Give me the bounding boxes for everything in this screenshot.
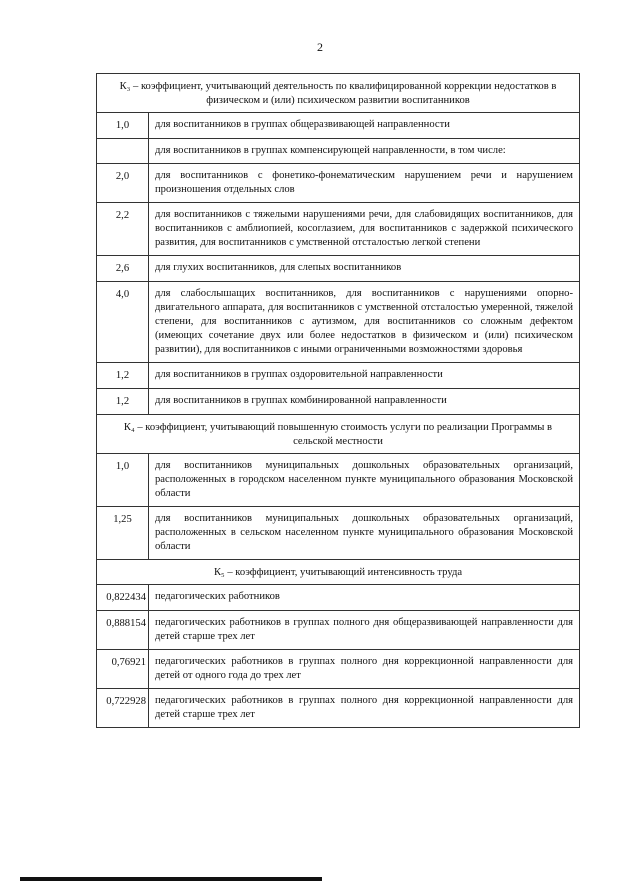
table-row bbox=[97, 256, 580, 282]
section-header-row bbox=[97, 415, 580, 454]
coefficient-description: педагогических работников в группах полного дня общеразвивающей направленности для детей старше трех лет bbox=[149, 611, 580, 650]
table-row bbox=[97, 203, 580, 256]
section-header-k3: К₃ – коэффициент, учитывающий деятельность по квалифицированной коррекции недостатков в физическом и (или) психическом развитии воспитанников bbox=[97, 74, 580, 113]
coefficient-description: для воспитанников муниципальных дошкольных образовательных организаций, расположенных в сельском населенном пункте муниципального образования Московской области bbox=[149, 507, 580, 560]
coefficient-description: для воспитанников в группах компенсирующей направленности, в том числе: bbox=[149, 139, 580, 164]
coefficient-value: 1,25 bbox=[97, 507, 149, 560]
coefficient-description: для воспитанников муниципальных дошкольных образовательных организаций, расположенных в городском населенном пункте муниципального образования Московской области bbox=[149, 454, 580, 507]
scan-edge-bar bbox=[20, 877, 322, 881]
coefficient-description: для воспитанников в группах общеразвивающей направленности bbox=[149, 113, 580, 139]
table-row bbox=[97, 113, 580, 139]
coefficient-value: 1,0 bbox=[97, 113, 149, 139]
table-row bbox=[97, 650, 580, 689]
coefficient-description: для воспитанников с фонетико-фонематическим нарушением речи и нарушением произношения отдельных слов bbox=[149, 164, 580, 203]
table-row bbox=[97, 689, 580, 728]
section-header-row bbox=[97, 74, 580, 113]
coefficient-description: для воспитанников в группах комбинированной направленности bbox=[149, 389, 580, 415]
coefficient-value: 1,2 bbox=[97, 389, 149, 415]
coefficient-value: 2,2 bbox=[97, 203, 149, 256]
section-header-row bbox=[97, 560, 580, 585]
section-header-k5: К₅ – коэффициент, учитывающий интенсивность труда bbox=[97, 560, 580, 585]
coefficient-description: для воспитанников в группах оздоровительной направленности bbox=[149, 363, 580, 389]
table-row bbox=[97, 507, 580, 560]
coefficients-table bbox=[96, 73, 580, 728]
coefficient-value: 0,822434 bbox=[97, 585, 149, 611]
coefficient-description: для слабослышащих воспитанников, для воспитанников с нарушениями опорно-двигательного аппарата, для воспитанников с умственной отсталостью умеренной, тяжелой степени, для воспитанников с аутизмом, для воспитанников со сложным дефектом (имеющих сочетание двух или более недостатков в физическом и (или) психическом развитии), для воспитанников с иными ограниченными возможностями здоровья bbox=[149, 282, 580, 363]
page-number: 2 bbox=[317, 40, 323, 54]
coefficient-description: для глухих воспитанников, для слепых воспитанников bbox=[149, 256, 580, 282]
coefficient-description: для воспитанников с тяжелыми нарушениями речи, для слабовидящих воспитанников, для воспитанников с амблиопией, косоглазием, для воспитанников с задержкой психического развития, для воспитанников с умственной отсталостью легкой степени bbox=[149, 203, 580, 256]
coefficient-value bbox=[97, 139, 149, 164]
table-row bbox=[97, 139, 580, 164]
coefficient-description: педагогических работников в группах полного дня коррекционной направленности для детей старше трех лет bbox=[149, 689, 580, 728]
coefficient-value: 2,6 bbox=[97, 256, 149, 282]
coefficient-description: педагогических работников bbox=[149, 585, 580, 611]
coefficient-value: 4,0 bbox=[97, 282, 149, 363]
table-row bbox=[97, 611, 580, 650]
table-row bbox=[97, 282, 580, 363]
coefficient-value: 1,2 bbox=[97, 363, 149, 389]
coefficient-value: 0,722928 bbox=[97, 689, 149, 728]
table-row bbox=[97, 389, 580, 415]
coefficient-value: 2,0 bbox=[97, 164, 149, 203]
coefficient-value: 0,888154 bbox=[97, 611, 149, 650]
table-row bbox=[97, 585, 580, 611]
table-row bbox=[97, 363, 580, 389]
section-header-k4: К₄ – коэффициент, учитывающий повышенную стоимость услуги по реализации Программы в сельской местности bbox=[97, 415, 580, 454]
coefficient-value: 0,76921 bbox=[97, 650, 149, 689]
coefficient-value: 1,0 bbox=[97, 454, 149, 507]
coefficient-description: педагогических работников в группах полного дня коррекционной направленности для детей от одного года до трех лет bbox=[149, 650, 580, 689]
table-row bbox=[97, 454, 580, 507]
table-row bbox=[97, 164, 580, 203]
